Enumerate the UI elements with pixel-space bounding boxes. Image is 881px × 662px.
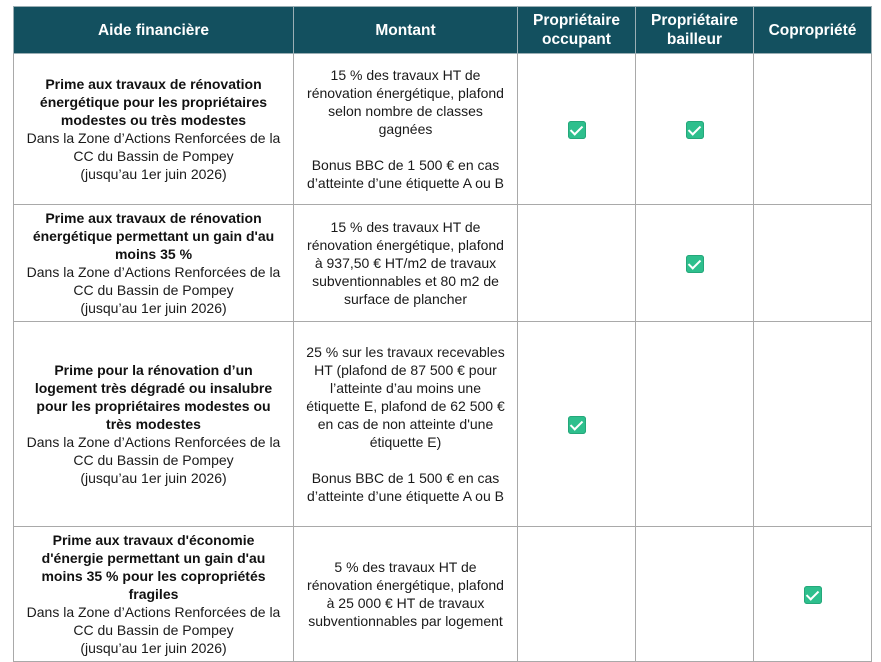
amount-text: 15 % des travaux HT de rénovation énergétique, plafond à 937,50 € HT/m2 de travaux subventionnables et 80 m2 de surface de plancher xyxy=(307,219,504,307)
amount-bonus: Bonus BBC de 1 500 € en cas d’atteinte d’une étiquette A ou B xyxy=(307,157,504,191)
header-copro: Copropriété xyxy=(754,7,872,54)
aid-date: (jusqu’au 1er juin 2026) xyxy=(80,640,227,656)
occupant-cell xyxy=(518,205,636,322)
aid-date: (jusqu’au 1er juin 2026) xyxy=(80,166,227,182)
checkbox-checked-icon xyxy=(686,121,704,139)
occupant-cell xyxy=(518,322,636,527)
occupant-cell xyxy=(518,54,636,205)
amount-bonus: Bonus BBC de 1 500 € en cas d’atteinte d’une étiquette A ou B xyxy=(307,470,504,504)
copro-cell xyxy=(754,527,872,662)
copro-cell xyxy=(754,322,872,527)
bailleur-cell xyxy=(636,527,754,662)
aid-table xyxy=(13,6,872,662)
checkbox-checked-icon xyxy=(804,586,822,604)
checkbox-checked-icon xyxy=(686,255,704,273)
aid-title: Prime aux travaux de rénovation énergétique pour les propriétaires modestes ou très modestes xyxy=(39,76,268,128)
header-montant: Montant xyxy=(294,7,518,54)
aid-title: Prime aux travaux de rénovation énergétique permettant un gain d'au moins 35 % xyxy=(32,210,275,262)
occupant-cell xyxy=(518,527,636,662)
aid-title: Prime pour la rénovation d’un logement très dégradé ou insalubre pour les propriétaires modestes ou très modestes xyxy=(34,362,273,432)
aid-cell xyxy=(14,205,294,322)
header-aide: Aide financière xyxy=(14,7,294,54)
checkbox-checked-icon xyxy=(568,121,586,139)
amount-text: 5 % des travaux HT de rénovation énergétique, plafond à 25 000 € HT de travaux subventionnables par logement xyxy=(307,559,504,629)
amount-text: 15 % des travaux HT de rénovation énergétique, plafond selon nombre de classes gagnées xyxy=(307,67,504,137)
amount-text: 25 % sur les travaux recevables HT (plafond de 87 500 € pour l’atteinte d’au moins une étiquette E, plafond de 62 500 € en cas de non atteinte d'une étiquette E) xyxy=(306,344,505,450)
amount-cell xyxy=(294,322,518,527)
header-row xyxy=(14,7,872,54)
aid-zone: Dans la Zone d’Actions Renforcées de la CC du Bassin de Pompey xyxy=(26,264,281,298)
amount-cell xyxy=(294,205,518,322)
copro-cell xyxy=(754,54,872,205)
table-row xyxy=(14,322,872,527)
checkbox-checked-icon xyxy=(568,416,586,434)
amount-cell xyxy=(294,527,518,662)
aid-cell xyxy=(14,322,294,527)
aid-zone: Dans la Zone d’Actions Renforcées de la CC du Bassin de Pompey xyxy=(26,434,281,468)
aid-zone: Dans la Zone d’Actions Renforcées de la CC du Bassin de Pompey xyxy=(26,130,281,164)
table-row xyxy=(14,527,872,662)
aid-date: (jusqu’au 1er juin 2026) xyxy=(80,470,227,486)
header-bailleur: Propriétaire bailleur xyxy=(636,7,754,54)
aid-title: Prime aux travaux d'économie d'énergie permettant un gain d'au moins 35 % pour les copropriétés fragiles xyxy=(41,532,266,602)
table-row xyxy=(14,54,872,205)
bailleur-cell xyxy=(636,54,754,205)
aid-cell xyxy=(14,527,294,662)
header-occupant: Propriétaire occupant xyxy=(518,7,636,54)
table-row xyxy=(14,205,872,322)
aid-cell xyxy=(14,54,294,205)
amount-cell xyxy=(294,54,518,205)
bailleur-cell xyxy=(636,322,754,527)
bailleur-cell xyxy=(636,205,754,322)
aid-zone: Dans la Zone d’Actions Renforcées de la CC du Bassin de Pompey xyxy=(26,604,281,638)
copro-cell xyxy=(754,205,872,322)
aid-date: (jusqu’au 1er juin 2026) xyxy=(80,300,227,316)
